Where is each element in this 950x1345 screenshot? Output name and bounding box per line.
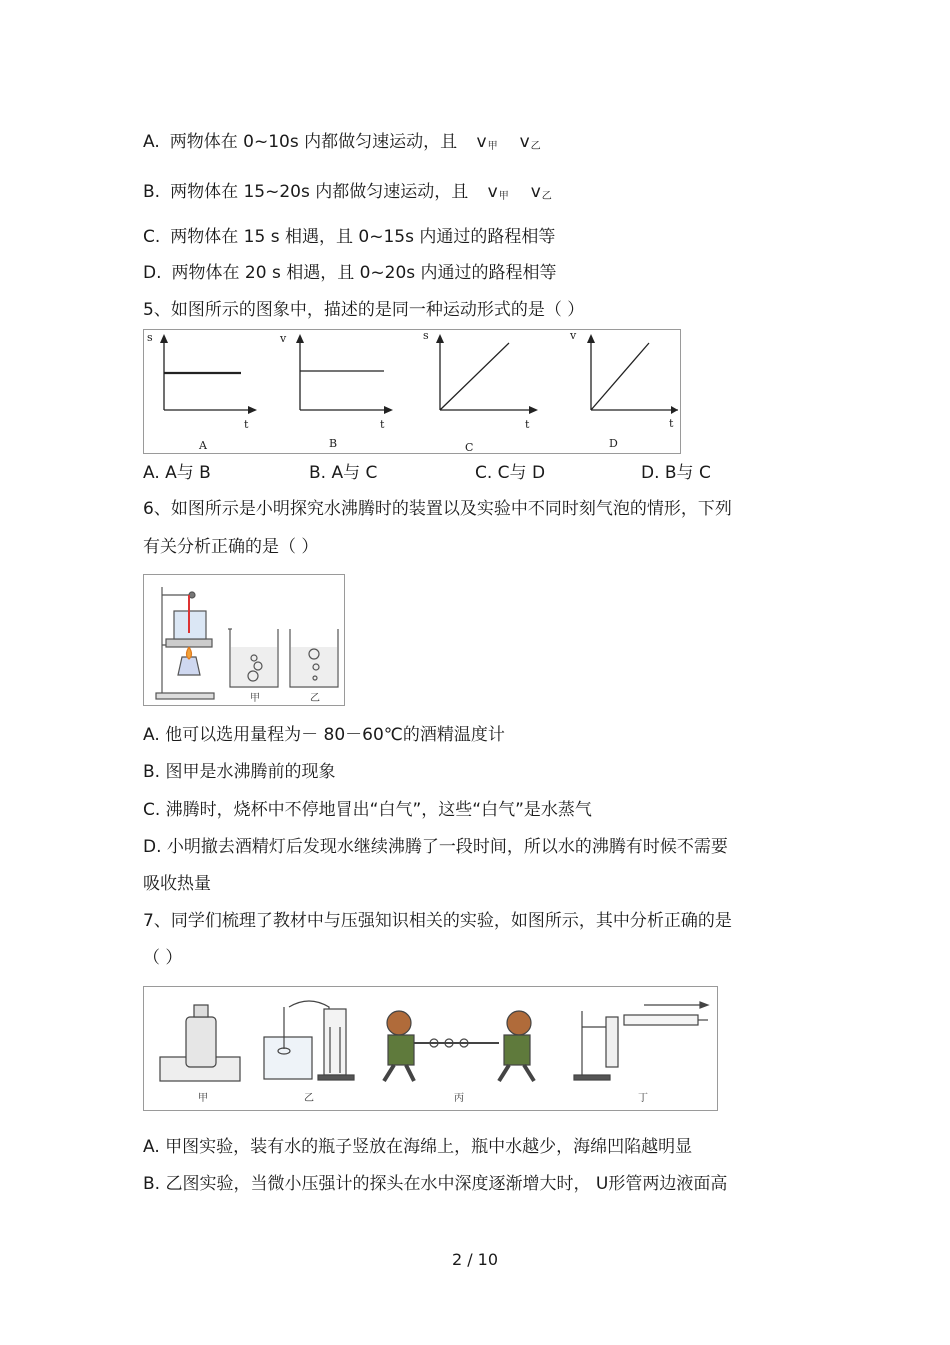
q6-option-d: D. 小明撤去酒精灯后发现水继续沸腾了一段时间，所以水的沸腾有时候不需要 bbox=[143, 837, 728, 857]
q7-pressure-figure bbox=[143, 986, 718, 1111]
motion-graphs bbox=[144, 330, 680, 453]
graph-b-xlabel: t bbox=[380, 418, 385, 431]
q5-option-b: B. A与 C bbox=[309, 463, 378, 483]
q6-option-c: C. 沸腾时，烧杯中不停地冒出“白气”，这些“白气”是水蒸气 bbox=[143, 800, 592, 820]
graph-c-caption: C bbox=[465, 441, 474, 453]
pressure-experiments-illustration bbox=[144, 987, 717, 1110]
graph-c-xlabel: t bbox=[525, 418, 530, 431]
q4-option-c: C. 两物体在 15 s 相遇，且 0~15s 内通过的路程相等 bbox=[143, 227, 556, 247]
q6-stem-line1: 6、如图所示是小明探究水沸腾时的装置以及实验中不同时刻气泡的情形，下列 bbox=[143, 499, 732, 519]
graph-d-xlabel: t bbox=[669, 417, 674, 430]
q6-stem-line2: 有关分析正确的是（ ） bbox=[143, 537, 319, 557]
fig7-label-ding: 丁 bbox=[638, 1093, 648, 1104]
q4-option-b: B. 两物体在 15~20s 内都做匀速运动，且 $v_甲$ $v_乙$ bbox=[143, 182, 552, 202]
q6-option-d-cont: 吸收热量 bbox=[143, 874, 211, 894]
graph-a-ylabel: s bbox=[147, 331, 153, 344]
graph-d-ylabel: v bbox=[570, 330, 577, 342]
q5-option-a: A. A与 B bbox=[143, 463, 211, 483]
fig7-label-yi: 乙 bbox=[304, 1093, 314, 1104]
fig7-label-jia: 甲 bbox=[198, 1093, 208, 1104]
q6-option-b: B. 图甲是水沸腾前的现象 bbox=[143, 762, 336, 782]
fig6-label-jia: 甲 bbox=[250, 693, 260, 704]
q7-stem-line1: 7、同学们梳理了教材中与压强知识相关的实验，如图所示，其中分析正确的是 bbox=[143, 911, 732, 931]
graph-b-ylabel: v bbox=[280, 332, 287, 345]
graph-a-xlabel: t bbox=[244, 418, 249, 431]
q6-option-a: A. 他可以选用量程为－ 80－60℃的酒精温度计 bbox=[143, 725, 505, 745]
fig7-label-bing: 丙 bbox=[454, 1093, 464, 1104]
q5-option-d: D. B与 C bbox=[641, 463, 711, 483]
q4-option-a: A. 两物体在 0~10s 内都做匀速运动，且 $v_甲$ $v_乙$ bbox=[143, 132, 541, 152]
graph-a-caption: A bbox=[199, 439, 207, 452]
graph-d-caption: D bbox=[609, 437, 618, 450]
fig6-label-yi: 乙 bbox=[310, 693, 320, 704]
q5-graphs-figure bbox=[143, 329, 681, 454]
boiling-apparatus-illustration bbox=[144, 575, 344, 705]
q5-option-c: C. C与 D bbox=[475, 463, 546, 483]
q6-boiling-figure bbox=[143, 574, 345, 706]
q7-stem-line2: （ ） bbox=[143, 948, 183, 968]
graph-b-caption: B bbox=[329, 437, 338, 450]
page-number: 2 / 10 bbox=[451, 1250, 499, 1269]
q7-option-b: B. 乙图实验，当微小压强计的探头在水中深度逐渐增大时， U形管两边液面高 bbox=[143, 1174, 728, 1194]
q7-option-a: A. 甲图实验，装有水的瓶子竖放在海绵上，瓶中水越少，海绵凹陷越明显 bbox=[143, 1137, 693, 1157]
q5-stem: 5、如图所示的图象中，描述的是同一种运动形式的是（ ） bbox=[143, 300, 585, 320]
graph-c-ylabel: s bbox=[423, 330, 429, 342]
q4-option-d: D. 两物体在 20 s 相遇，且 0~20s 内通过的路程相等 bbox=[143, 263, 557, 283]
